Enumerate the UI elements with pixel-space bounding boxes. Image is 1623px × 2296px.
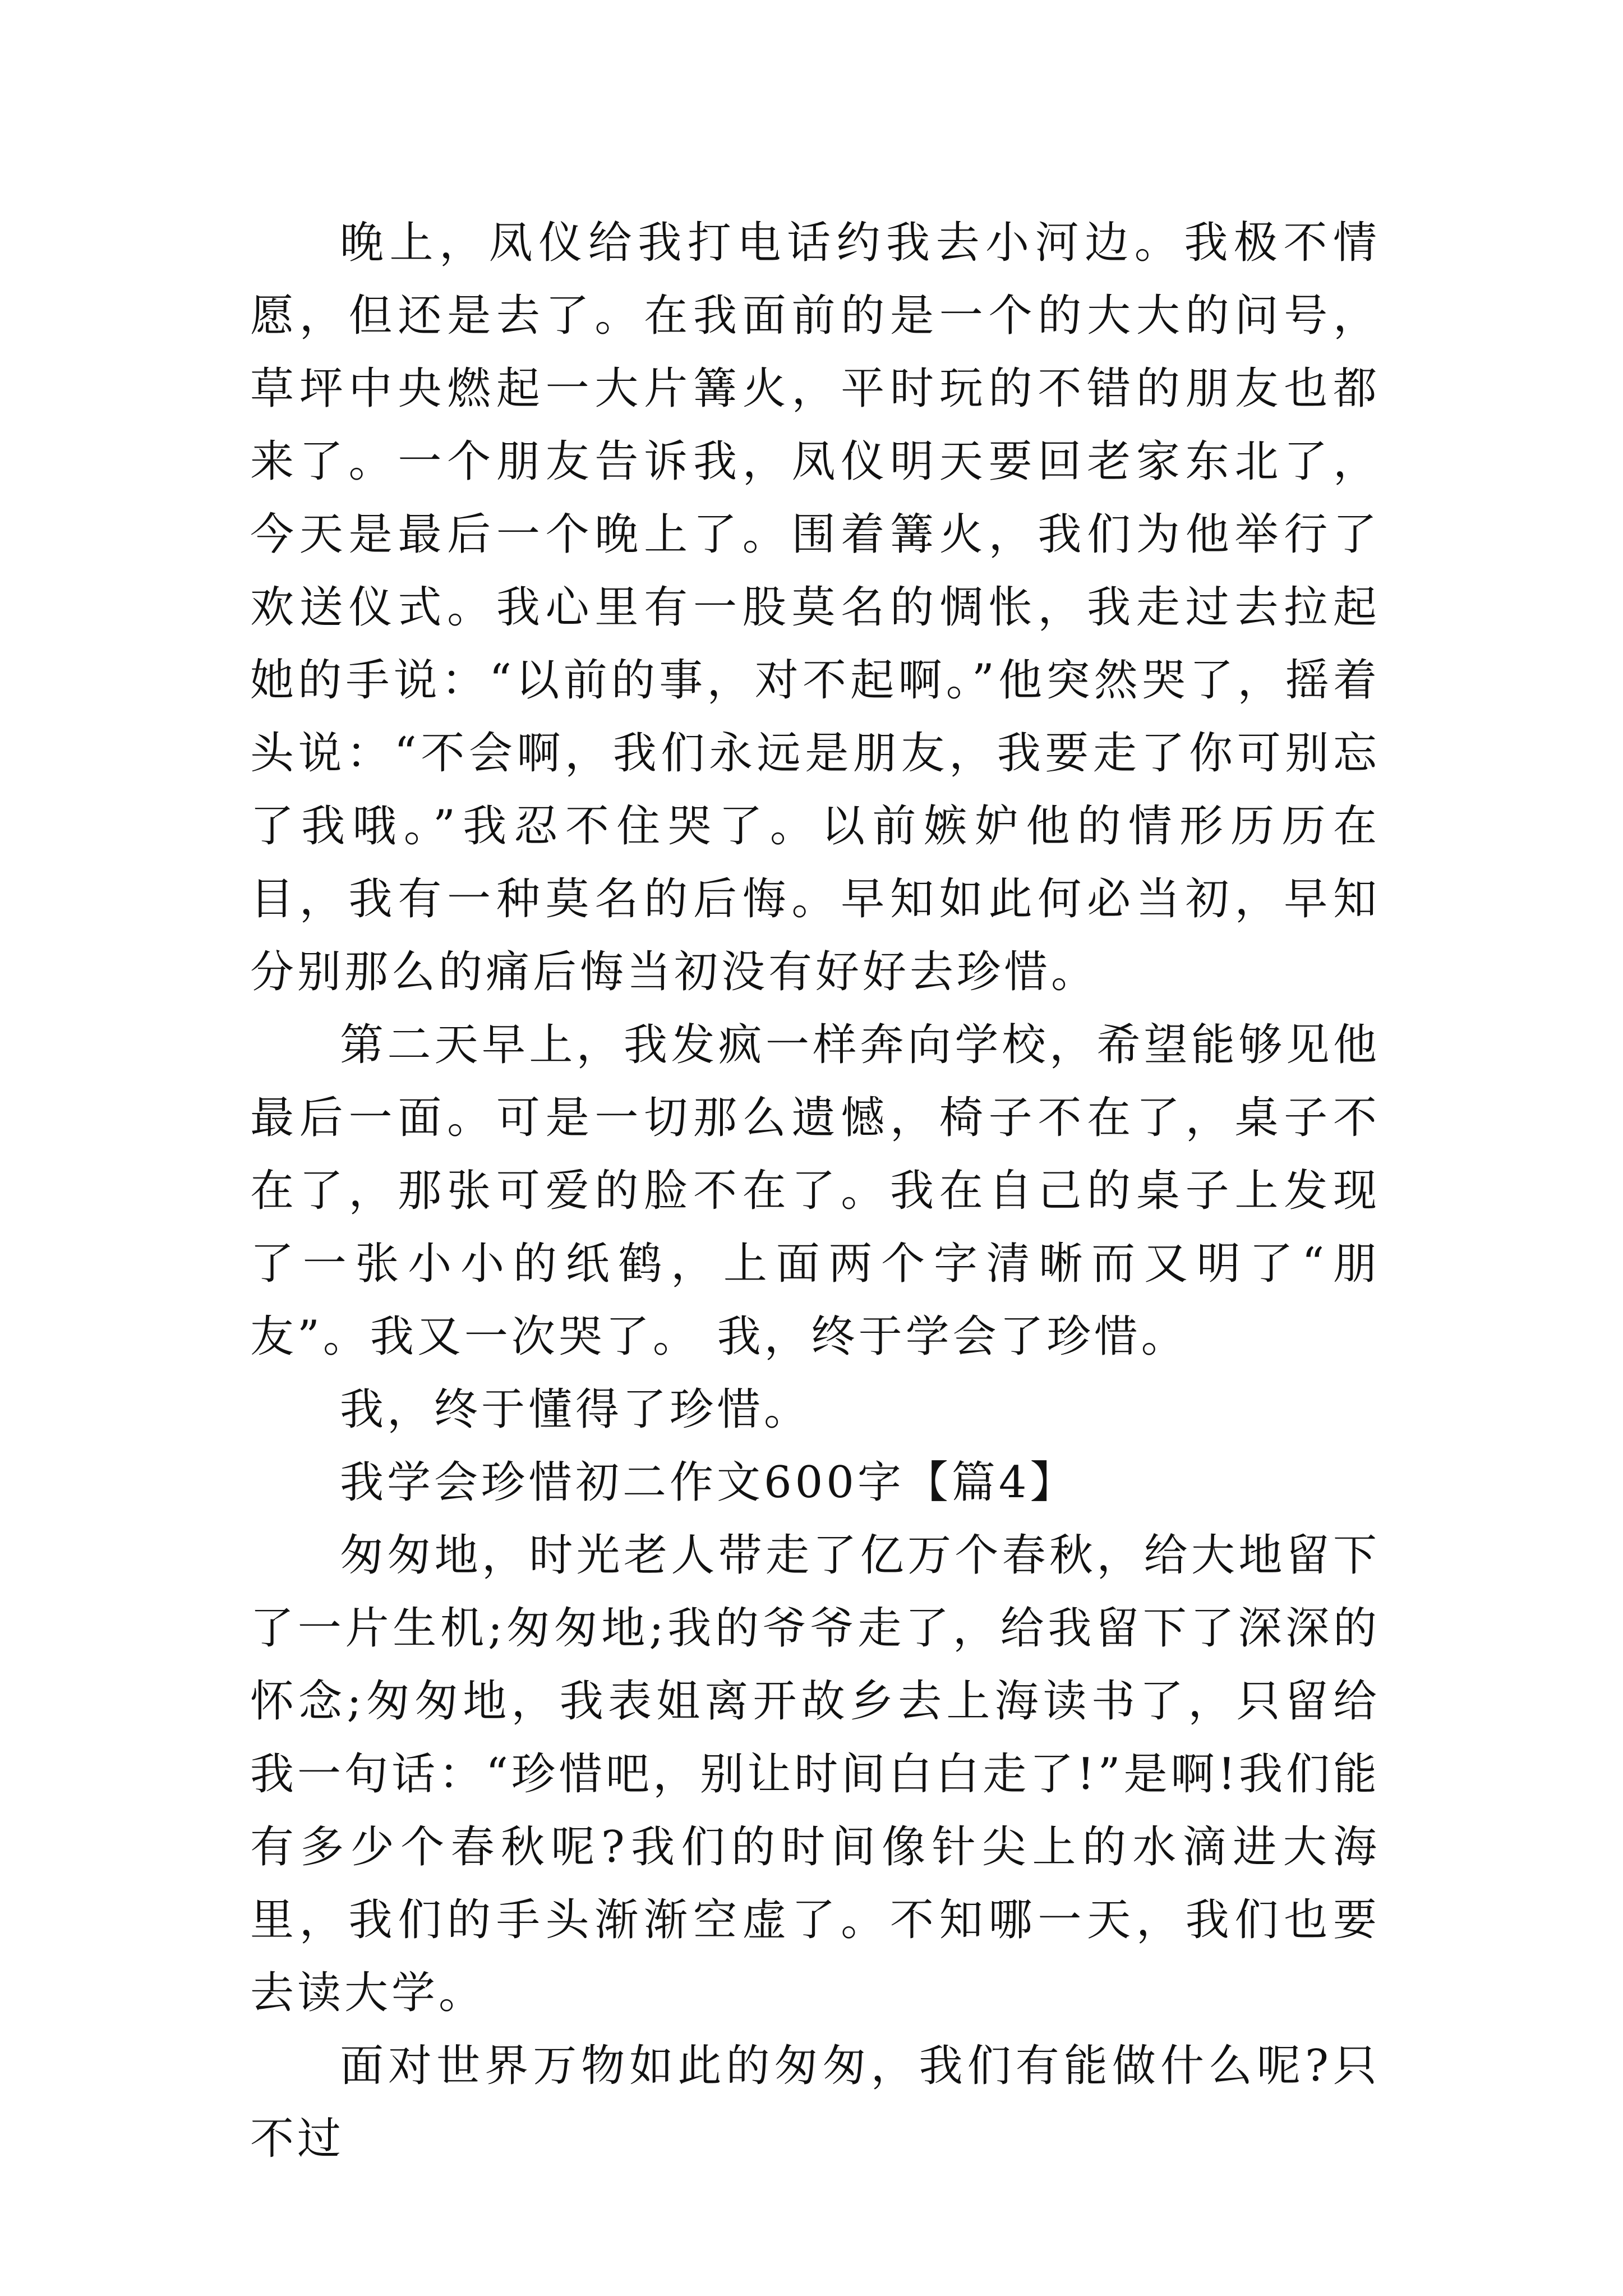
- paragraph-1: 晚上，凤仪给我打电话约我去小河边。我极不情愿，但还是去了。在我面前的是一个的大大的问号，草坪中央燃起一大片篝火，平时玩的不错的朋友也都来了。一个朋友告诉我，凤仪明天要回老家东北了，今天是最后一个晚上了。围着篝火，我们为他举行了欢送仪式。我心里有一股莫名的惆怅，我走过去拉起她的手说：“以前的事，对不起啊。”他突然哭了，摇着头说：“不会啊，我们永远是朋友，我要走了你可别忘了我哦。”我忍不住哭了。以前嫉妒他的情形历历在目，我有一种莫名的后悔。早知如此何必当初，早知分别那么的痛后悔当初没有好好去珍惜。: [250, 218, 1380, 997]
- paragraph-4: 匆匆地，时光老人带走了亿万个春秋，给大地留下了一片生机;匆匆地;我的爷爷走了，给我留下了深深的怀念;匆匆地，我表姐离开故乡去上海读书了，只留给我一句话：“珍惜吧，别让时间白白走了!”是啊!我们能有多少个春秋呢?我们的时间像针尖上的水滴进大海里，我们的手头渐渐空虚了。不知哪一天，我们也要去读大学。: [250, 1530, 1380, 2018]
- document-body: [250, 206, 1380, 2175]
- paragraph-2: 第二天早上，我发疯一样奔向学校，希望能够见他最后一面。可是一切那么遗憾，椅子不在了，桌子不在了，那张可爱的脸不在了。我在自己的桌子上发现了一张小小的纸鹤，上面两个字清晰而又明了“朋友”。我又一次哭了。 我，终于学会了珍惜。: [250, 1020, 1380, 1362]
- section-heading: 我学会珍惜初二作文600字【篇4】: [340, 1457, 1077, 1508]
- paragraph-5: 面对世界万物如此的匆匆，我们有能做什么呢?只不过: [250, 2041, 1380, 2164]
- paragraph-3: 我，终于懂得了珍惜。: [340, 1384, 811, 1435]
